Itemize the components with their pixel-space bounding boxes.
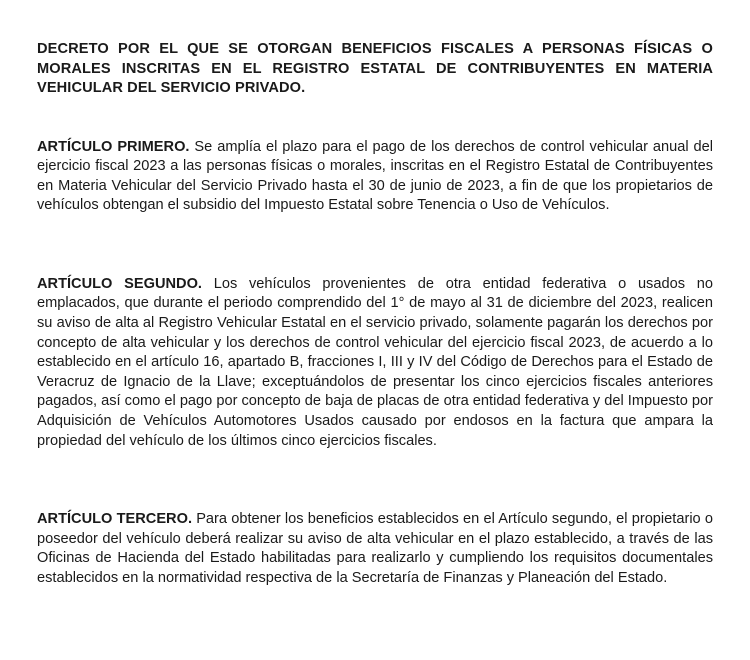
article-tercero bbox=[37, 510, 713, 588]
article-primero-heading: ARTÍCULO PRIMERO. bbox=[37, 138, 190, 155]
article-segundo-heading: ARTÍCULO SEGUNDO. bbox=[37, 275, 202, 292]
document-page bbox=[37, 40, 713, 589]
article-segundo bbox=[37, 275, 713, 451]
article-tercero-heading: ARTÍCULO TERCERO. bbox=[37, 511, 192, 528]
article-tercero-body: Para obtener los beneficios establecidos en el Artículo segundo, el propietario o poseedor del vehículo deberá realizar su aviso de alta vehicular en el plazo establecido, a través de las Oficinas de Hacienda del Estado habilitadas para realizarlo y cumpliendo los requisitos documentales establecidos en la normatividad respectiva de la Secretaría de Finanzas y Planeación del Estado. bbox=[37, 511, 713, 586]
article-primero bbox=[37, 138, 713, 216]
article-primero-body: Se amplía el plazo para el pago de los derechos de control vehicular anual del ejercicio fiscal 2023 a las personas físicas o morales, inscritas en el Registro Estatal de Contribuyentes en Materia Vehicular del Servicio Privado hasta el 30 de junio de 2023, a fin de que los propietarios de vehículos obtengan el subsidio del Impuesto Estatal sobre Tenencia o Uso de Vehículos. bbox=[37, 138, 713, 214]
article-segundo-body: Los vehículos provenientes de otra entidad federativa o usados no emplacados, que durante el periodo comprendido del 1° de mayo al 31 de diciembre del 2023, realicen su aviso de alta al Registro Vehicular Estatal en el servicio privado, solamente pagarán los derechos por concepto de alta vehicular y los derechos de control vehicular del ejercicio fiscal 2023, de acuerdo a lo establecido en el artículo 16, apartado B, fracciones I, III y IV del Código de Derechos para el Estado de Veracruz de Ignacio de la Llave; exceptuándolos de presentar los cinco ejercicios fiscales anteriores pagados, así como el pago por concepto de baja de placas de otra entidad federativa y del Impuesto por Adquisición de Vehículos Automotores Usados causado por endosos en la factura que ampara la propiedad del vehículo de los últimos cinco ejercicios fiscales. bbox=[37, 275, 713, 449]
decree-title: DECRETO POR EL QUE SE OTORGAN BENEFICIOS FISCALES A PERSONAS FÍSICAS O MORALES INSCRITAS EN EL REGISTRO ESTATAL DE CONTRIBUYENTES EN MATERIA VEHICULAR DEL SERVICIO PRIVADO. bbox=[37, 41, 713, 96]
